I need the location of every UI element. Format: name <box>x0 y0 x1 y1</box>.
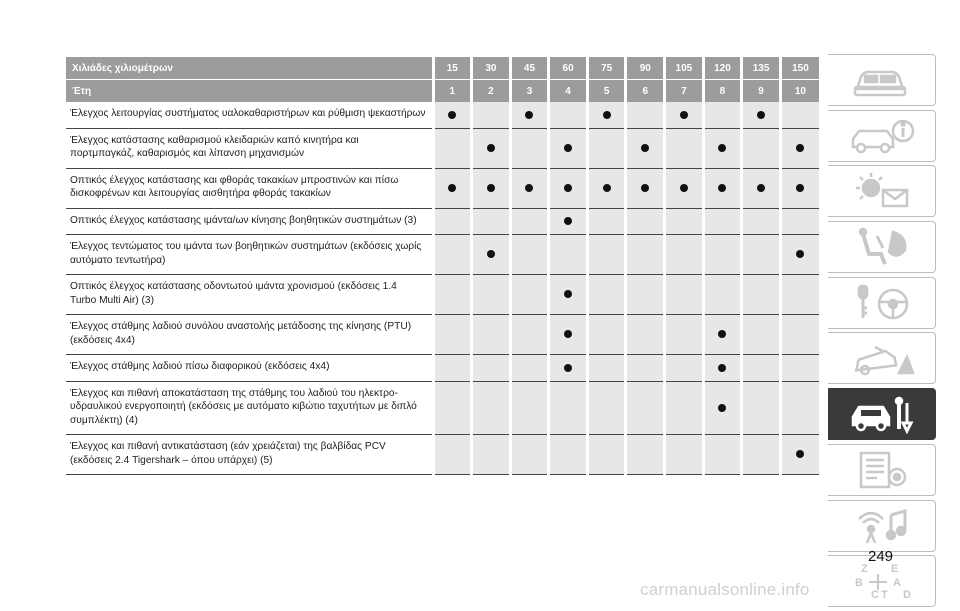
km-header-cell: 120 <box>703 57 742 80</box>
years-header-cell: 5 <box>587 80 626 103</box>
service-dot-icon <box>525 184 533 192</box>
row-description: Έλεγχος κατάστασης καθαρισμού κλειδαριών καπό κινητήρα και πορτμπαγκάζ, καθαρισμός και λίπανση μηχανισμών <box>66 128 433 168</box>
schedule-cell <box>665 128 704 168</box>
schedule-cell <box>510 381 549 435</box>
schedule-cell <box>626 128 665 168</box>
schedule-cell <box>626 355 665 382</box>
sidebar-tab-safety[interactable] <box>828 221 936 273</box>
schedule-cell <box>626 275 665 315</box>
schedule-cell <box>587 315 626 355</box>
row-description: Οπτικός έλεγχος κατάστασης ιμάντα/ων κίνησης βοηθητικών συστημάτων (3) <box>66 208 433 235</box>
sidebar-tab-servicing[interactable] <box>828 388 936 440</box>
row-description: Έλεγχος τεντώματος του ιμάντα των βοηθητικών συστημάτων (εκδόσεις χωρίς αυτόματο τεντωτήρα) <box>66 235 433 275</box>
maintenance-schedule-table <box>66 57 819 475</box>
schedule-cell <box>626 235 665 275</box>
schedule-cell <box>703 355 742 382</box>
schedule-cell <box>780 208 819 235</box>
schedule-cell <box>626 102 665 128</box>
table-row <box>66 275 819 315</box>
car-service-tools-icon <box>847 393 917 435</box>
schedule-cell <box>780 315 819 355</box>
service-dot-icon <box>487 144 495 152</box>
schedule-cell <box>587 435 626 475</box>
schedule-cell <box>549 275 588 315</box>
years-header-cell: 8 <box>703 80 742 103</box>
schedule-cell <box>703 168 742 208</box>
schedule-cell <box>742 381 781 435</box>
service-dot-icon <box>796 250 804 258</box>
warning-light-message-icon <box>847 170 917 212</box>
row-description: Έλεγχος και πιθανή αποκατάσταση της στάθμης του λαδιού του ηλεκτρο-υδραυλικού ενεργοποιητή (εκδόσεις με αυτόματο κιβώτιο ταχυτήτων με διπλό συμπλέκτη) (4) <box>66 381 433 435</box>
schedule-cell <box>742 235 781 275</box>
service-dot-icon <box>796 184 804 192</box>
years-header-cell: 6 <box>626 80 665 103</box>
technical-specs-icon <box>847 449 917 491</box>
service-dot-icon <box>448 184 456 192</box>
schedule-cell <box>742 128 781 168</box>
schedule-cell <box>510 355 549 382</box>
schedule-cell <box>433 315 472 355</box>
schedule-cell <box>742 435 781 475</box>
schedule-cell <box>510 275 549 315</box>
schedule-cell <box>626 168 665 208</box>
service-dot-icon <box>603 111 611 119</box>
service-dot-icon <box>564 144 572 152</box>
years-header-cell: 9 <box>742 80 781 103</box>
key-steering-wheel-icon <box>847 282 917 324</box>
schedule-cell <box>472 168 511 208</box>
years-header-row <box>66 80 819 103</box>
index-letter: A <box>892 577 901 590</box>
schedule-cell <box>510 435 549 475</box>
schedule-cell <box>665 435 704 475</box>
schedule-cell <box>742 355 781 382</box>
sidebar-tab-specifications[interactable] <box>828 444 936 496</box>
index-letter: Z <box>860 563 868 576</box>
index-letter: B <box>854 577 863 590</box>
schedule-cell <box>780 102 819 128</box>
multimedia-icon <box>847 505 917 547</box>
service-dot-icon <box>603 184 611 192</box>
sidebar-tab-emergency[interactable] <box>828 332 936 384</box>
schedule-cell <box>665 208 704 235</box>
schedule-cell <box>665 315 704 355</box>
schedule-cell <box>742 315 781 355</box>
schedule-cell <box>549 435 588 475</box>
schedule-cell <box>549 208 588 235</box>
schedule-cell <box>510 102 549 128</box>
index-letter: D <box>902 589 911 602</box>
schedule-cell <box>549 128 588 168</box>
schedule-cell <box>587 208 626 235</box>
schedule-cell <box>626 208 665 235</box>
schedule-cell <box>703 315 742 355</box>
schedule-cell <box>703 102 742 128</box>
service-dot-icon <box>564 184 572 192</box>
service-dot-icon <box>757 111 765 119</box>
sidebar-tab-multimedia[interactable] <box>828 500 936 552</box>
schedule-cell <box>472 355 511 382</box>
schedule-cell <box>549 315 588 355</box>
page-number: 249 <box>868 548 894 565</box>
table-row <box>66 355 819 382</box>
schedule-cell <box>780 275 819 315</box>
service-dot-icon <box>448 111 456 119</box>
schedule-cell <box>703 128 742 168</box>
schedule-cell <box>780 168 819 208</box>
service-dot-icon <box>680 111 688 119</box>
schedule-cell <box>433 355 472 382</box>
service-dot-icon <box>718 144 726 152</box>
watermark: carmanualsonline.info <box>640 580 810 599</box>
km-header-cell: 30 <box>472 57 511 80</box>
schedule-cell <box>549 381 588 435</box>
service-dot-icon <box>796 144 804 152</box>
schedule-cell <box>433 275 472 315</box>
schedule-cell <box>510 315 549 355</box>
service-dot-icon <box>718 330 726 338</box>
service-dot-icon <box>525 111 533 119</box>
schedule-cell <box>433 128 472 168</box>
km-header-label: Χιλιάδες χιλιομέτρων <box>66 57 433 80</box>
schedule-cell <box>587 168 626 208</box>
row-description: Έλεγχος στάθμης λαδιού πίσω διαφορικού (εκδόσεις 4x4) <box>66 355 433 382</box>
service-dot-icon <box>796 450 804 458</box>
table-row <box>66 128 819 168</box>
schedule-cell <box>433 208 472 235</box>
km-header-cell: 90 <box>626 57 665 80</box>
schedule-cell <box>703 208 742 235</box>
schedule-cell <box>510 235 549 275</box>
years-header-cell: 7 <box>665 80 704 103</box>
service-dot-icon <box>487 250 495 258</box>
schedule-cell <box>510 128 549 168</box>
km-header-cell: 45 <box>510 57 549 80</box>
km-header-cell: 150 <box>780 57 819 80</box>
schedule-cell <box>510 208 549 235</box>
schedule-cell <box>472 275 511 315</box>
schedule-cell <box>472 381 511 435</box>
sidebar-tab-starting-driving[interactable] <box>828 277 936 329</box>
service-dot-icon <box>487 184 495 192</box>
schedule-cell <box>587 381 626 435</box>
schedule-cell <box>587 355 626 382</box>
years-header-cell: 2 <box>472 80 511 103</box>
car-breakdown-icon <box>847 337 917 379</box>
service-dot-icon <box>718 184 726 192</box>
table-row <box>66 102 819 128</box>
service-dot-icon <box>718 364 726 372</box>
table-row <box>66 168 819 208</box>
table-row <box>66 381 819 435</box>
schedule-cell <box>665 235 704 275</box>
index-letter: E <box>890 563 898 576</box>
service-dot-icon <box>564 217 572 225</box>
seat-airbag-icon <box>847 226 917 268</box>
car-info-icon <box>847 115 917 157</box>
index-letter: T <box>880 589 888 602</box>
alphabetical-index-icon <box>847 560 917 602</box>
table-row <box>66 208 819 235</box>
schedule-cell <box>472 315 511 355</box>
schedule-cell <box>742 208 781 235</box>
service-dot-icon <box>564 330 572 338</box>
schedule-cell <box>665 355 704 382</box>
schedule-cell <box>472 235 511 275</box>
row-description: Έλεγχος και πιθανή αντικατάσταση (εάν χρειάζεται) της βαλβίδας PCV (εκδόσεις 2.4 Tigershark – όπου υπάρχει) (5) <box>66 435 433 475</box>
schedule-cell <box>472 208 511 235</box>
years-header-cell: 4 <box>549 80 588 103</box>
table-row <box>66 235 819 275</box>
service-dot-icon <box>718 404 726 412</box>
schedule-cell <box>780 235 819 275</box>
schedule-cell <box>626 315 665 355</box>
chapter-sidebar <box>828 54 936 611</box>
schedule-cell <box>549 102 588 128</box>
schedule-cell <box>549 355 588 382</box>
schedule-cell <box>742 275 781 315</box>
km-header-row <box>66 57 819 80</box>
sidebar-tab-dashboard[interactable] <box>828 54 936 106</box>
years-header-cell: 10 <box>780 80 819 103</box>
schedule-cell <box>742 102 781 128</box>
schedule-cell <box>780 435 819 475</box>
schedule-cell <box>549 235 588 275</box>
schedule-cell <box>742 168 781 208</box>
schedule-cell <box>433 381 472 435</box>
row-description: Έλεγχος στάθμης λαδιού συνόλου αναστολής μετάδοσης της κίνησης (PTU) (εκδόσεις 4x4) <box>66 315 433 355</box>
service-dot-icon <box>641 144 649 152</box>
km-header-cell: 75 <box>587 57 626 80</box>
service-dot-icon <box>757 184 765 192</box>
schedule-cell <box>472 128 511 168</box>
row-description: Έλεγχος λειτουργίας συστήματος υαλοκαθαριστήρων και ρύθμιση ψεκαστήρων <box>66 102 433 128</box>
row-description: Οπτικός έλεγχος κατάστασης και φθοράς τακακίων μπροστινών και πίσω δισκοφρένων και λειτουργίας αισθητήρα φθοράς τακακίων <box>66 168 433 208</box>
table-row <box>66 315 819 355</box>
schedule-cell <box>587 235 626 275</box>
schedule-cell <box>626 435 665 475</box>
service-dot-icon <box>641 184 649 192</box>
table-row <box>66 435 819 475</box>
km-header-cell: 15 <box>433 57 472 80</box>
schedule-body <box>66 102 819 475</box>
schedule-cell <box>433 435 472 475</box>
index-letter: C <box>870 589 879 602</box>
km-header-cell: 105 <box>665 57 704 80</box>
schedule-cell <box>587 275 626 315</box>
schedule-cell <box>549 168 588 208</box>
schedule-cell <box>780 381 819 435</box>
years-header-cell: 1 <box>433 80 472 103</box>
schedule-cell <box>510 168 549 208</box>
schedule-cell <box>433 168 472 208</box>
schedule-cell <box>433 235 472 275</box>
km-header-cell: 135 <box>742 57 781 80</box>
row-description: Οπτικός έλεγχος κατάστασης οδοντωτού ιμάντα χρονισμού (εκδόσεις 1.4 Turbo Multi Air) (3) <box>66 275 433 315</box>
car-dashboard-icon <box>847 59 917 101</box>
schedule-cell <box>665 168 704 208</box>
service-dot-icon <box>564 364 572 372</box>
schedule-cell <box>587 102 626 128</box>
sidebar-tab-warning-lights[interactable] <box>828 165 936 217</box>
sidebar-tab-car-info[interactable] <box>828 110 936 162</box>
schedule-cell <box>665 102 704 128</box>
schedule-cell <box>472 435 511 475</box>
schedule-cell <box>433 102 472 128</box>
years-header-label: Έτη <box>66 80 433 103</box>
years-header-cell: 3 <box>510 80 549 103</box>
schedule-cell <box>703 435 742 475</box>
schedule-cell <box>703 235 742 275</box>
schedule-cell <box>665 275 704 315</box>
schedule-cell <box>703 381 742 435</box>
schedule-cell <box>780 128 819 168</box>
schedule-cell <box>587 128 626 168</box>
schedule-cell <box>780 355 819 382</box>
schedule-header <box>66 57 819 102</box>
schedule-cell <box>626 381 665 435</box>
schedule-cell <box>665 381 704 435</box>
service-dot-icon <box>680 184 688 192</box>
schedule-cell <box>703 275 742 315</box>
km-header-cell: 60 <box>549 57 588 80</box>
service-dot-icon <box>564 290 572 298</box>
schedule-cell <box>472 102 511 128</box>
